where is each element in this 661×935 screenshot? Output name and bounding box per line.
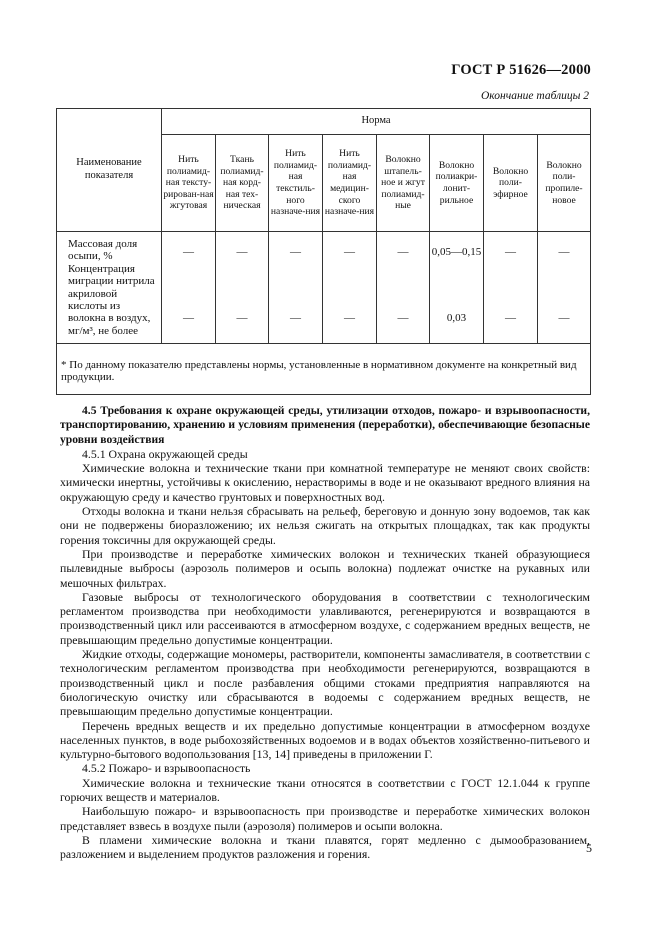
paragraph: Отходы волокна и ткани нельзя сбрасывать на рельеф, береговую и донную зону водоемов, так как они не подвержены биоразложению; их нельзя сжигать на открытых площадках, так как продукты горения токсичны для окружающей среды.	[60, 504, 590, 547]
paragraph: При производстве и переработке химических волокон и технических тканей образующиеся пылевидные выбросы (аэрозоль полимеров и осыпь волокна) подлежат очистке на рукавных или мешочных фильтрах.	[60, 546, 590, 590]
value-cell: — —	[323, 232, 377, 344]
norma-header: Норма	[162, 109, 591, 135]
column-header: Волокно штапель-ное и жгут полиамид-ные	[377, 135, 430, 232]
value-cell: 0,05—0,15 0,03	[430, 232, 484, 344]
value-cell: — —	[377, 232, 430, 344]
paragraph: Газовые выбросы от технологического оборудования в соответствии с технологическим регламентом производства при необходимости улавливаются, регенерируются и возвращаются в производственный цикл или рассеиваются в атмосферном воздухе, с содержанием вредных веществ, не превышающим предельно допустимые концентрации.	[60, 589, 590, 647]
table-footnote: * По данному показателю представлены нормы, установленные в нормативном документе на конкретный вид продукции.	[57, 344, 591, 395]
column-header: Волокно поли-эфирное	[484, 135, 538, 232]
indicator-name-header: Наименование показателя	[57, 109, 162, 232]
column-header: Волокно поли-пропиле-новое	[538, 135, 591, 232]
subsection-title: 4.5.2 Пожаро- и взрывоопасность	[82, 761, 251, 776]
document-code: ГОСТ Р 51626—2000	[451, 62, 591, 78]
column-header: Ткань полиамид-ная корд-ная тех-ническая	[216, 135, 269, 232]
table-caption: Окончание таблицы 2	[481, 90, 589, 102]
page-number: 5	[586, 841, 592, 855]
column-header: Нить полиамид-ная тексту-рирован-ная жгутовая	[162, 135, 216, 232]
norms-table	[56, 108, 591, 395]
row-name: Концентрация миграции нитрила акриловой кислоты из волокна в воздух, мг/м³, не более	[68, 262, 155, 337]
paragraph: Жидкие отходы, содержащие мономеры, растворители, компоненты замасливателя, в соответствии с технологическим регламентом производства при необходимости регенерируются, возвращаются в производственный цикл и после разбавления общими стоками предприятия направляются на биологическую очистку или сбрасываются в водоемы с содержанием вредных веществ, не превышающим предельно допустимые концентрации.	[60, 647, 590, 719]
paragraph: Перечень вредных веществ и их предельно допустимые концентрации в атмосферном воздухе населенных пунктов, в воде рыбохозяйственных водоемов и в водах объектов хозяйственно-питьевого и культурно-бытового водопользования [13, 14] приведены в приложении Г.	[60, 718, 590, 762]
subsection-title: 4.5.1 Охрана окружающей среды	[82, 446, 248, 461]
value-cell: — —	[216, 232, 269, 344]
paragraph: Химические волокна и технические ткани относятся в соответствии с ГОСТ 12.1.044 к группе горючих веществ и материалов.	[60, 775, 590, 805]
column-header: Нить полиамид-ная медицин-ского назначе-ния	[323, 135, 377, 232]
table-row	[57, 232, 591, 344]
value-cell: — —	[269, 232, 323, 344]
document-body	[60, 404, 590, 862]
section-heading: 4.5 Требования к охране окружающей среды, утилизации отходов, пожаро- и взрывоопасности, транспортированию, хранению и условиям применения (переработки), обеспечивающие безопасные уровни воздействия	[60, 404, 590, 446]
value-cell: — —	[484, 232, 538, 344]
paragraph: В пламени химические волокна и ткани плавятся, горят медленно с дымообразованием, разложением и выделением продуктов разложения и горения.	[60, 832, 590, 862]
value-cell: — —	[538, 232, 591, 344]
column-header: Волокно полиакри-лонит-рильное	[430, 135, 484, 232]
value-cell: — —	[162, 232, 216, 344]
row-name: Массовая доля осыпи, %	[68, 238, 138, 263]
paragraph: Наибольшую пожаро- и взрывоопасность при производстве и переработке химических волокон представляет взвесь в воздухе пыли (аэрозоля) полимеров и осыпи волокна.	[60, 804, 590, 833]
indicator-names	[57, 232, 162, 344]
column-header: Нить полиамид-ная текстиль-ного назначе-ния	[269, 135, 323, 232]
paragraph: Химические волокна и технические ткани при комнатной температуре не меняют своих свойств: химически инертны, устойчивы к окислению, нерастворимы в воде и не оказывают вредного влияния на окружающую среду и качество грунтовых и поверхностных вод.	[60, 461, 590, 504]
